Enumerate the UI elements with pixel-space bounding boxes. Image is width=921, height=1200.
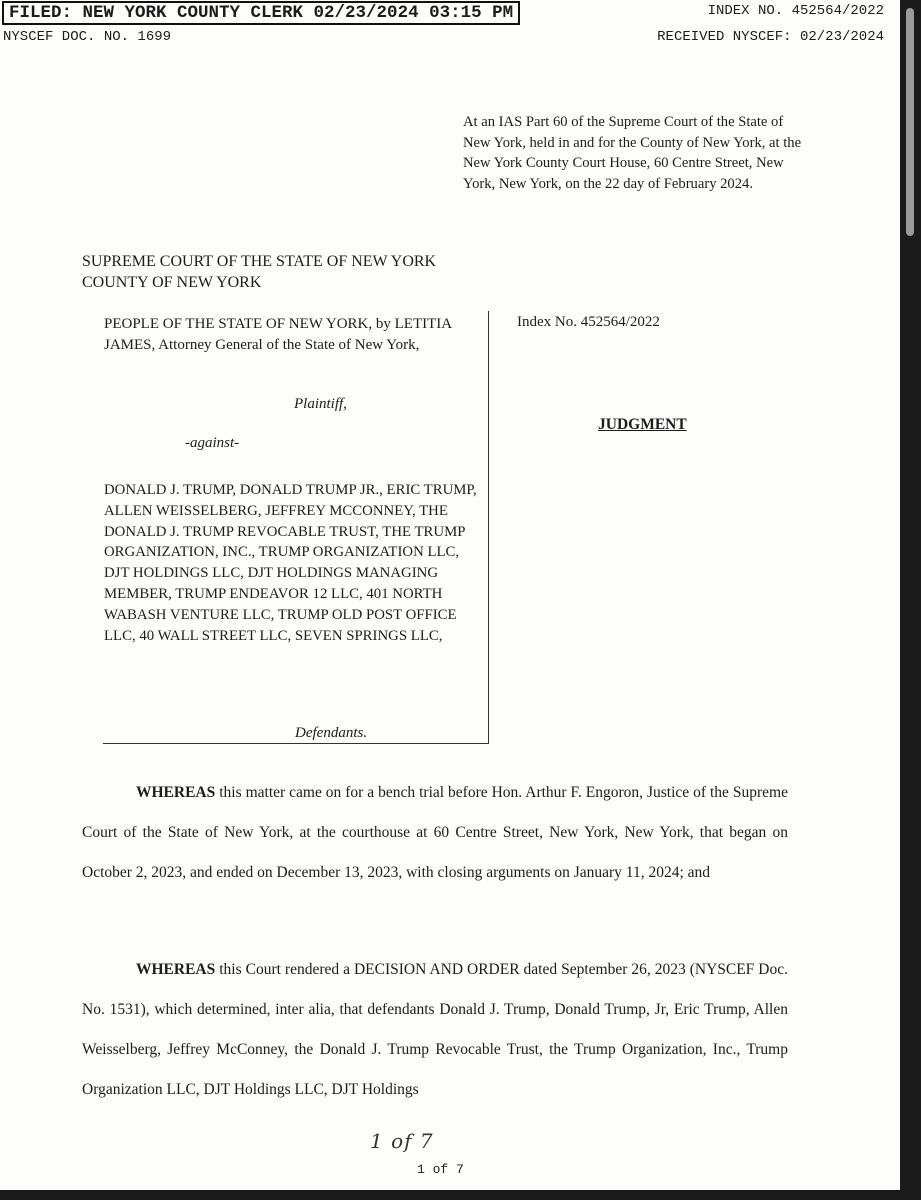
whereas-paragraph-1 (82, 773, 788, 893)
paragraph-text: this Court rendered a DECISION AND ORDER dated September 26, 2023 (NYSCEF Doc. No. 1531), which determined, inter alia, that defendants Donald J. Trump, Donald Trump, Jr, Eric Trump, Allen Weisselberg, Jeffrey McConney, the Donald J. Trump Revocable Trust, the Trump Organization, Inc., Trump Organization LLC, DJT Holdings LLC, DJT Holdings (82, 961, 788, 1098)
ias-block (463, 112, 803, 194)
whereas-lead: WHEREAS (136, 961, 216, 978)
scrollbar-thumb[interactable] (906, 8, 914, 236)
plaintiff-text: PEOPLE OF THE STATE OF NEW YORK, by LETITIA JAMES, Attorney General of the State of New York, (104, 316, 452, 353)
court-name (82, 251, 436, 293)
defendants-text: DONALD J. TRUMP, DONALD TRUMP JR., ERIC TRUMP, ALLEN WEISSELBERG, JEFFREY MCCONNEY, THE DONALD J. TRUMP REVOCABLE TRUST, THE TRUMP ORGANIZATION, INC., TRUMP ORGANIZATION LLC, DJT HOLDINGS LLC, DJT HOLDINGS MANAGING MEMBER, TRUMP ENDEAVOR 12 LLC, 401 NORTH WABASH VENTURE LLC, TRUMP OLD POST OFFICE LLC, 40 WALL STREET LLC, SEVEN SPRINGS LLC, (104, 482, 477, 644)
page-number: 1 of 7 (417, 1162, 464, 1177)
court-name-line1: SUPREME COURT OF THE STATE OF NEW YORK (82, 253, 437, 270)
whereas-lead: WHEREAS (136, 784, 216, 801)
court-name-line2: COUNTY OF NEW YORK (82, 274, 262, 291)
plaintiff-label: Plaintiff, (294, 396, 347, 412)
index-number-header: INDEX NO. 452564/2022 (707, 3, 884, 19)
scrollbar[interactable] (900, 0, 921, 1200)
whereas-paragraph-2 (82, 950, 788, 1110)
defendants-label: Defendants. (295, 725, 368, 741)
paragraph-text: this matter came on for a bench trial before Hon. Arthur F. Engoron, Justice of the Supreme Court of the State of New York, at the courthouse at 60 Centre Street, New York, New York, that began on October 2, 2023, and ended on December 13, 2023, with closing arguments on January 11, 2024; and (82, 784, 788, 881)
received-date: RECEIVED NYSCEF: 02/23/2024 (657, 29, 884, 45)
handwritten-page-note: 1 of 7 (370, 1129, 434, 1153)
ias-text: At an IAS Part 60 of the Supreme Court of the State of New York, held in and for the County of New York, at the New York County Court House, 60 Centre Street, New York, New York, on the 22 day of February 2024. (463, 114, 802, 192)
nyscef-doc-number: NYSCEF DOC. NO. 1699 (3, 29, 172, 45)
index-number-caption: Index No. 452564/2022 (517, 314, 660, 330)
judgment-title: JUDGMENT (598, 416, 687, 433)
filed-stamp: FILED: NEW YORK COUNTY CLERK 02/23/2024 03:15 PM (2, 1, 520, 25)
against-label: -against- (185, 435, 240, 451)
